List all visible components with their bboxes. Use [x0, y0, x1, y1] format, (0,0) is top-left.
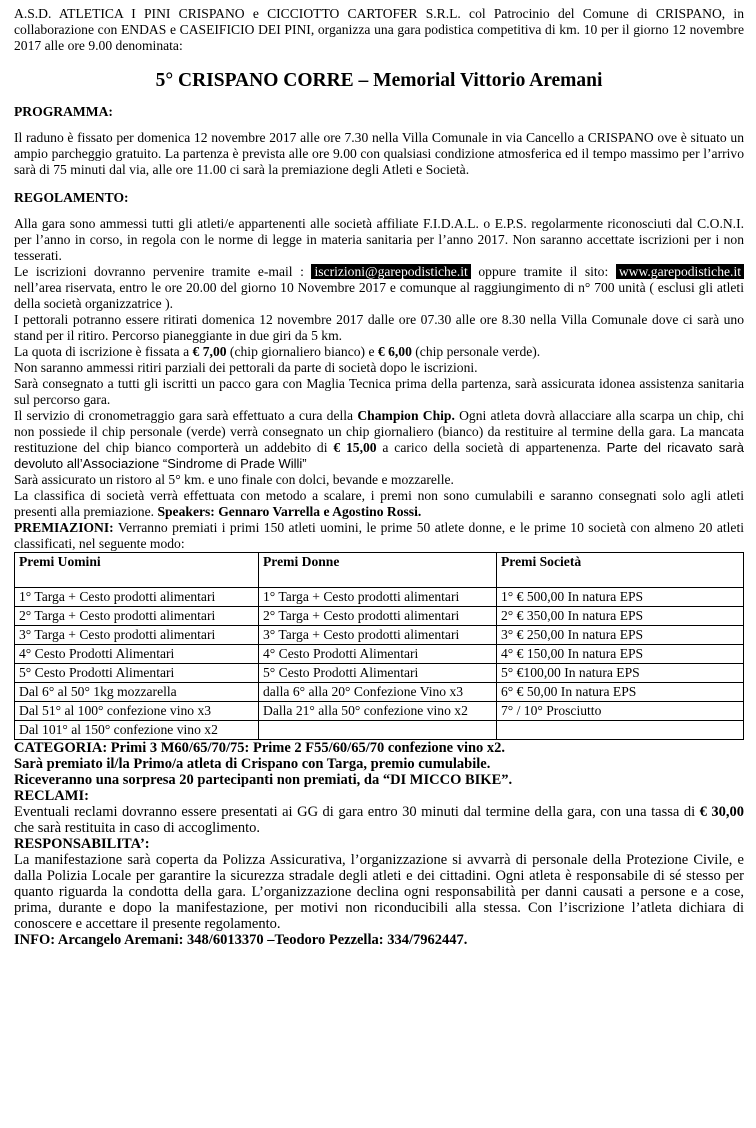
- reclami-text-c: che sarà restituita in caso di accoglimento.: [14, 820, 261, 836]
- categoria-line: CATEGORIA: Primi 3 M60/65/70/75: Prime 2 F55/60/65/70 confezione vino x2.: [14, 740, 506, 756]
- women-prize: 3° Targa + Cesto prodotti alimentari: [259, 626, 497, 645]
- chip-penalty: € 15,00: [333, 440, 377, 455]
- programma-text: Il raduno è fissato per domenica 12 novembre 2017 alle ore 7.30 nella Villa Comunale in via Cancello a CRISPANO ove è situato un ampio parcheggio gratuito. La partenza è prevista alle ore 9.00 con qualsiasi condizione atmosferica ed il tempo massimo per l’arrivo sarà di 75 minuti dal via, alle ore 11.00 ci sarà la premiazione degli Atleti e Società.: [14, 130, 744, 177]
- men-prize: 3° Targa + Cesto prodotti alimentari: [15, 626, 259, 645]
- email-link[interactable]: iscrizioni@garepodistiche.it: [311, 264, 470, 279]
- registration-text-a: Le iscrizioni dovranno pervenire tramite e-mail :: [14, 264, 304, 279]
- fee-text-a: La quota di iscrizione è fissata a: [14, 344, 193, 359]
- regolamento-ranking: [14, 488, 744, 520]
- team-prize: 7° / 10° Prosciutto: [497, 702, 744, 721]
- header-women: Premi Donne: [259, 553, 497, 588]
- charity-note: Parte del ricavato sarà devoluto all’Associazione “Sindrome di Prade Willi”: [14, 440, 744, 471]
- document-page: [14, 0, 744, 948]
- fee-white-chip: € 7,00: [192, 344, 227, 359]
- team-prize: 2° € 350,00 In natura EPS: [497, 607, 744, 626]
- regolamento-admission: Alla gara sono ammessi tutti gli atleti/e appartenenti alle società affiliate F.I.D.A.L. o E.P.S. regolarmente riconosciuti dal C.O.N.I. per l’anno in corso, in regola con le norme di legge in materia sanitaria per l’anno 2017. Non saranno accettate iscrizioni per i non tesserati.: [14, 216, 744, 263]
- men-prize: Dal 51° al 100° confezione vino x3: [15, 702, 259, 721]
- info-contacts: INFO: Arcangelo Aremani: 348/6013370 –Teodoro Pezzella: 334/7962447.: [14, 932, 468, 948]
- table-row: [15, 683, 744, 702]
- surprise-line: Riceveranno una sorpresa 20 partecipanti non premiati, da “DI MICCO BIKE”.: [14, 772, 513, 788]
- crispano-prize-line: Sarà premiato il/la Primo/a atleta di Crispano con Targa, premio cumulabile.: [14, 756, 491, 772]
- regolamento-refreshments: Sarà assicurato un ristoro al 5° km. e uno finale con dolci, bevande e mozzarelle.: [14, 472, 454, 487]
- men-prize: 5° Cesto Prodotti Alimentari: [15, 664, 259, 683]
- prizes-table: [14, 552, 744, 740]
- team-prize: 5° €100,00 In natura EPS: [497, 664, 744, 683]
- event-title: 5° CRISPANO CORRE – Memorial Vittorio Aremani: [155, 70, 603, 91]
- team-prize: 3° € 250,00 In natura EPS: [497, 626, 744, 645]
- women-prize: [259, 721, 497, 740]
- premiazioni-intro: [14, 520, 744, 552]
- registration-text-b: oppure tramite il sito:: [478, 264, 609, 279]
- team-prize: 6° € 50,00 In natura EPS: [497, 683, 744, 702]
- regolamento-withdrawals: Non saranno ammessi ritiri parziali dei pettorali da parte di società dopo le iscrizioni.: [14, 360, 478, 375]
- premiazioni-label: PREMIAZIONI:: [14, 520, 114, 535]
- men-prize: 4° Cesto Prodotti Alimentari: [15, 645, 259, 664]
- website-link[interactable]: www.garepodistiche.it: [616, 264, 744, 279]
- fee-text-e: (chip personale verde).: [411, 344, 541, 359]
- table-row: [15, 702, 744, 721]
- table-row: [15, 588, 744, 607]
- timing-provider: Champion Chip.: [357, 408, 455, 423]
- regolamento-bibs: I pettorali potranno essere ritirati domenica 12 novembre 2017 dalle ore 07.30 alle ore 8.30 nella Villa Comunale dove ci sarà uno stand per il ritiro. Percorso pianeggiante in due giri da 5 km.: [14, 312, 744, 343]
- table-row: [15, 721, 744, 740]
- ranking-text: La classifica di società verrà effettuata con metodo a scalare, i premi non sono cumulabili e saranno consegnati solo agli atleti presenti alla premiazione.: [14, 488, 744, 519]
- regolamento-registration: [14, 264, 744, 312]
- men-prize: 1° Targa + Cesto prodotti alimentari: [15, 588, 259, 607]
- speakers: Speakers: Gennaro Varrella e Agostino Rossi.: [157, 504, 422, 519]
- team-prize: 4° € 150,00 In natura EPS: [497, 645, 744, 664]
- women-prize: 1° Targa + Cesto prodotti alimentari: [259, 588, 497, 607]
- reclami-heading: RECLAMI:: [14, 788, 89, 804]
- women-prize: Dalla 21° alla 50° confezione vino x2: [259, 702, 497, 721]
- regolamento-heading: REGOLAMENTO:: [14, 190, 129, 205]
- women-prize: 2° Targa + Cesto prodotti alimentari: [259, 607, 497, 626]
- table-row: [15, 626, 744, 645]
- intro-paragraph: A.S.D. ATLETICA I PINI CRISPANO e CICCIOTTO CARTOFER S.R.L. col Patrocinio del Comune di CRISPANO, in collaborazione con ENDAS e CASEIFICIO DEI PINI, organizza una gara podistica competitiva di km. 10 per il giorno 12 novembre 2017 alle ore 9.00 denominata:: [14, 6, 744, 53]
- header-men: Premi Uomini: [15, 553, 259, 588]
- fee-green-chip: € 6,00: [377, 344, 412, 359]
- men-prize: 2° Targa + Cesto prodotti alimentari: [15, 607, 259, 626]
- regolamento-timing: [14, 408, 744, 472]
- programma-heading: PROGRAMMA:: [14, 104, 113, 119]
- women-prize: 4° Cesto Prodotti Alimentari: [259, 645, 497, 664]
- registration-text-c: nell’area riservata, entro le ore 20.00 del giorno 10 Novembre 2017 e comunque al raggiungimento di n° 700 unità ( esclusi gli atleti della società organizzatrice ).: [14, 280, 744, 311]
- table-row: [15, 607, 744, 626]
- fee-text-c: (chip giornaliero bianco) e: [226, 344, 378, 359]
- reclami-text: [14, 804, 744, 836]
- reclami-fee: € 30,00: [699, 804, 744, 820]
- prizes-header-row: [15, 553, 744, 588]
- regolamento-race-pack: Sarà consegnato a tutti gli iscritti un pacco gara con Maglia Tecnica prima della partenza, sarà assicurata idonea assistenza sanitaria sul percorso gara.: [14, 376, 744, 407]
- header-teams: Premi Società: [497, 553, 744, 588]
- table-row: [15, 664, 744, 683]
- women-prize: dalla 6° alla 20° Confezione Vino x3: [259, 683, 497, 702]
- men-prize: Dal 101° al 150° confezione vino x2: [15, 721, 259, 740]
- table-row: [15, 645, 744, 664]
- timing-text-c: Ogni atleta dovrà allacciare alla scarpa un chip, chi non possiede il chip personale (verde) verrà consegnato un chip giornaliero (bianco) da restituire al termine della gara. La mancata restituzione del chip bianco comporterà un addebito di: [14, 408, 745, 455]
- reclami-text-a: Eventuali reclami dovranno essere presentati ai GG di gara entro 30 minuti dal termine della gara, con una tassa di: [14, 804, 700, 820]
- men-prize: Dal 6° al 50° 1kg mozzarella: [15, 683, 259, 702]
- premiazioni-text: Verranno premiati i primi 150 atleti uomini, le prime 50 atlete donne, e le prime 10 società con almeno 20 atleti classificati, nel seguente modo:: [14, 520, 744, 551]
- regolamento-fee: [14, 344, 744, 360]
- team-prize: 1° € 500,00 In natura EPS: [497, 588, 744, 607]
- women-prize: 5° Cesto Prodotti Alimentari: [259, 664, 497, 683]
- team-prize: [497, 721, 744, 740]
- responsabilita-text: La manifestazione sarà coperta da Polizza Assicurativa, l’organizzazione si avvarrà di personale della Protezione Civile, e dalla Polizia Locale per garantire la sicurezza stradale degli atleti e dei cittadini. Ogni atleta è responsabile di sé stesso per quanto riguarda la condotta della gara. L’organizzazione declina ogni responsabilità per danni causati a persone e a cose, prima, durante e dopo la manifestazione, per motivi non riconducibili alla stessa. Con l’iscrizione l’atleta dichiara di conoscere e accettare il presente regolamento.: [14, 852, 744, 932]
- timing-text-a: Il servizio di cronometraggio gara sarà effettuato a cura della: [14, 408, 358, 423]
- responsabilita-heading: RESPONSABILITA’:: [14, 836, 150, 852]
- timing-text-e: a carico della società di appartenenza.: [376, 440, 601, 455]
